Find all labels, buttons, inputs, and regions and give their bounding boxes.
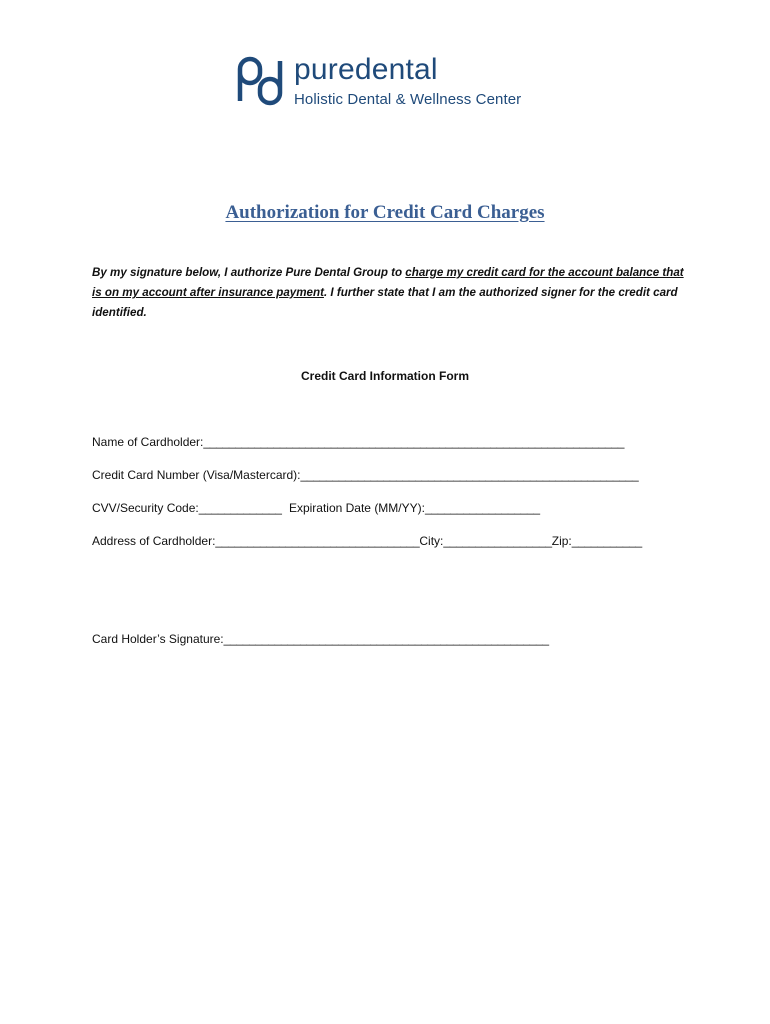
logo-tagline: Holistic Dental & Wellness Center (294, 91, 522, 108)
pd-monogram-icon (234, 55, 286, 107)
city-blank[interactable]: _________________ (443, 534, 552, 548)
expiration-label: Expiration Date (MM/YY): (288, 501, 425, 515)
document-title: Authorization for Credit Card Charges (225, 202, 545, 223)
address-label: Address of Cardholder: (92, 534, 216, 548)
expiration-blank[interactable]: __________________ (424, 501, 540, 515)
logo (234, 55, 521, 107)
form-title: Credit Card Information Form (300, 369, 469, 383)
zip-label: Zip: (551, 534, 572, 548)
intro-text-end: . I further state that I am the authorized signer for the credit card identified. (92, 286, 678, 319)
cardholder-name-blank[interactable]: __________________________________________________________________ (203, 435, 625, 449)
cvv-blank[interactable]: _____________ (198, 501, 282, 515)
cardholder-name-label: Name of Cardholder: (92, 435, 204, 449)
address-blank[interactable]: ________________________________ (215, 534, 420, 548)
city-label: City: (419, 534, 444, 548)
card-number-field[interactable] (92, 468, 638, 482)
card-number-label: Credit Card Number (Visa/Mastercard): (92, 468, 301, 482)
zip-blank[interactable]: ___________ (571, 534, 642, 548)
signature-field[interactable] (92, 632, 549, 646)
authorization-statement (92, 263, 692, 323)
intro-text-underlined: charge my credit card for the account balance that is on my account after insurance payment (92, 266, 684, 299)
cardholder-name-field[interactable] (92, 435, 624, 449)
cvv-expiration-row (92, 501, 540, 515)
signature-label: Card Holder’s Signature: (92, 632, 224, 646)
signature-blank[interactable]: ___________________________________________________ (223, 632, 549, 646)
intro-text-start: By my signature below, I authorize Pure Dental Group to (92, 266, 406, 279)
logo-name: puredental (294, 53, 438, 86)
cvv-label: CVV/Security Code: (92, 501, 199, 515)
card-number-blank[interactable]: _____________________________________________________ (300, 468, 639, 482)
address-row (92, 534, 642, 548)
